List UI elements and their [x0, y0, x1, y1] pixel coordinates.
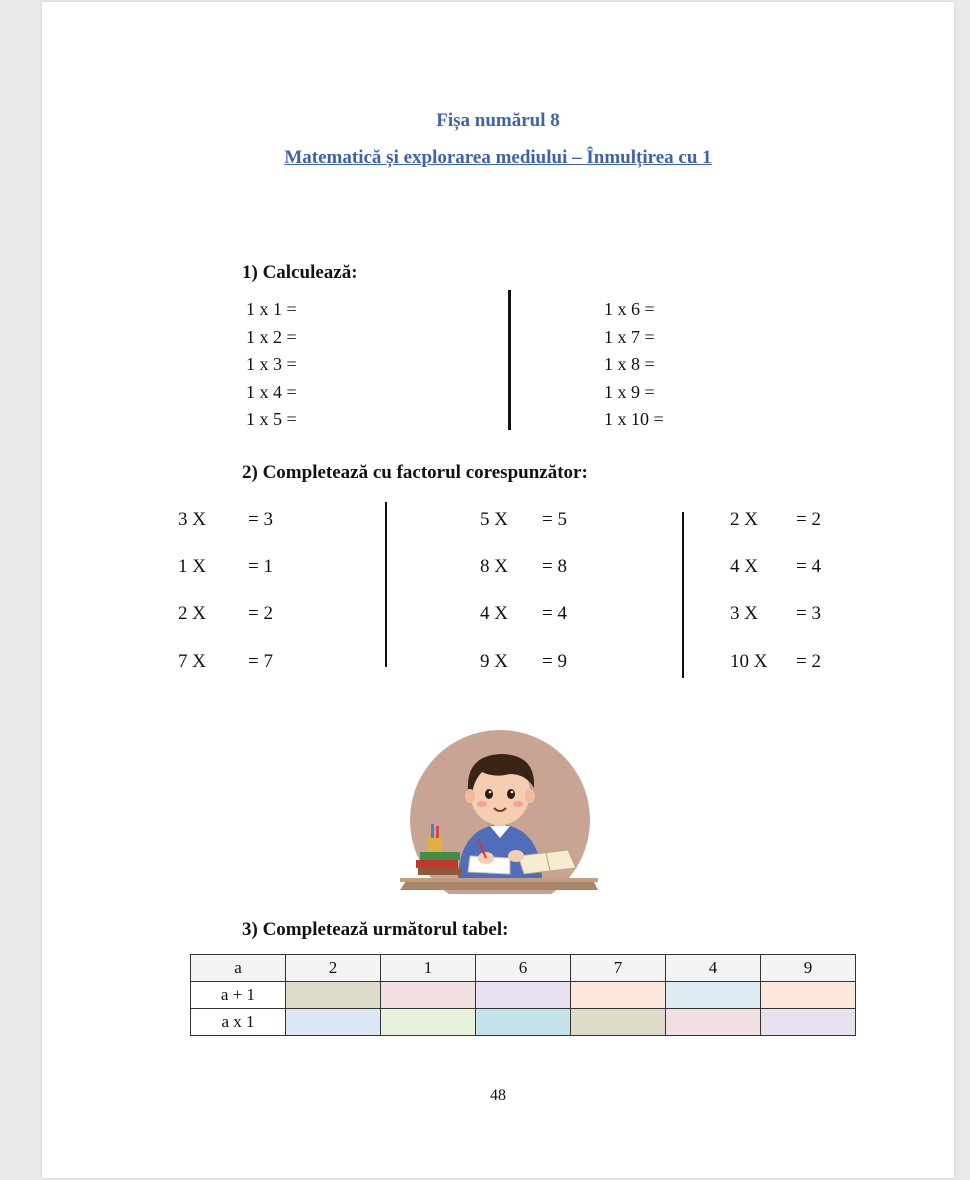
answer-cell[interactable] [666, 1009, 761, 1036]
product-item: = 9 [542, 651, 567, 672]
factor-item: 3 X [178, 509, 206, 530]
product-item: = 4 [796, 556, 821, 577]
product-item: = 4 [542, 603, 567, 624]
product-item: = 2 [796, 509, 821, 530]
exercise1-heading: 1) Calculează: [242, 262, 358, 283]
table-cell: 2 [286, 955, 381, 982]
exercise1-right-column [604, 296, 664, 434]
factor-item: 4 X [730, 556, 758, 577]
worksheet-page [42, 2, 954, 1178]
product-item: = 2 [248, 603, 273, 624]
table-cell: 6 [476, 955, 571, 982]
column-divider [508, 290, 511, 430]
answer-cell[interactable] [381, 1009, 476, 1036]
table-cell: 7 [571, 955, 666, 982]
factor-item: 4 X [480, 603, 508, 624]
product-item: = 8 [542, 556, 567, 577]
product-item: = 3 [248, 509, 273, 530]
values-table [190, 954, 856, 1036]
equation: 1 x 9 = [604, 381, 655, 402]
exercise1-left-column [246, 296, 297, 434]
factor-item: 2 X [730, 509, 758, 530]
answer-cell[interactable] [476, 982, 571, 1009]
equation: 1 x 10 = [604, 409, 664, 430]
answer-cell[interactable] [476, 1009, 571, 1036]
answer-cell[interactable] [571, 1009, 666, 1036]
column-divider [682, 512, 684, 678]
answer-cell[interactable] [666, 982, 761, 1009]
answer-cell[interactable] [286, 982, 381, 1009]
answer-cell[interactable] [381, 982, 476, 1009]
table-cell: 4 [666, 955, 761, 982]
equation: 1 x 6 = [604, 299, 655, 319]
answer-cell[interactable] [286, 1009, 381, 1036]
factor-item: 2 X [178, 603, 206, 624]
answer-cell[interactable] [761, 1009, 856, 1036]
row-label: a x 1 [191, 1009, 286, 1036]
row-label: a + 1 [191, 982, 286, 1009]
equation: 1 x 8 = [604, 354, 655, 375]
factor-item: 8 X [480, 556, 508, 577]
column-divider [385, 502, 387, 667]
equation: 1 x 3 = [246, 354, 297, 375]
product-item: = 7 [248, 651, 273, 672]
factor-item: 5 X [480, 509, 508, 530]
equation: 1 x 2 = [246, 326, 297, 347]
subject-title: Matematică și explorarea mediului – Înmulțirea cu 1 [284, 147, 712, 168]
boy-studying-illustration-icon [398, 728, 602, 894]
table-row [191, 1009, 856, 1036]
product-item: = 5 [542, 509, 567, 530]
product-item: = 2 [796, 651, 821, 672]
equation: 1 x 7 = [604, 326, 655, 347]
factor-item: 7 X [178, 651, 206, 672]
equation: 1 x 5 = [246, 409, 297, 430]
answer-cell[interactable] [571, 982, 666, 1009]
equation: 1 x 4 = [246, 381, 297, 402]
factor-item: 3 X [730, 603, 758, 624]
factor-item: 9 X [480, 651, 508, 672]
exercise3-heading: 3) Completează următorul tabel: [242, 919, 509, 940]
product-item: = 3 [796, 603, 821, 624]
exercise2-heading: 2) Completează cu factorul corespunzător: [242, 462, 588, 483]
factor-item: 10 X [730, 651, 768, 672]
page-number: 48 [490, 1087, 506, 1104]
product-item: = 1 [248, 556, 273, 577]
table-cell: 1 [381, 955, 476, 982]
equation: 1 x 1 = [246, 299, 297, 319]
answer-cell[interactable] [761, 982, 856, 1009]
table-row [191, 955, 856, 982]
table-cell: 9 [761, 955, 856, 982]
sheet-title: Fișa numărul 8 [436, 110, 560, 131]
table-cell: a [191, 955, 286, 982]
factor-item: 1 X [178, 556, 206, 577]
table-row [191, 982, 856, 1009]
